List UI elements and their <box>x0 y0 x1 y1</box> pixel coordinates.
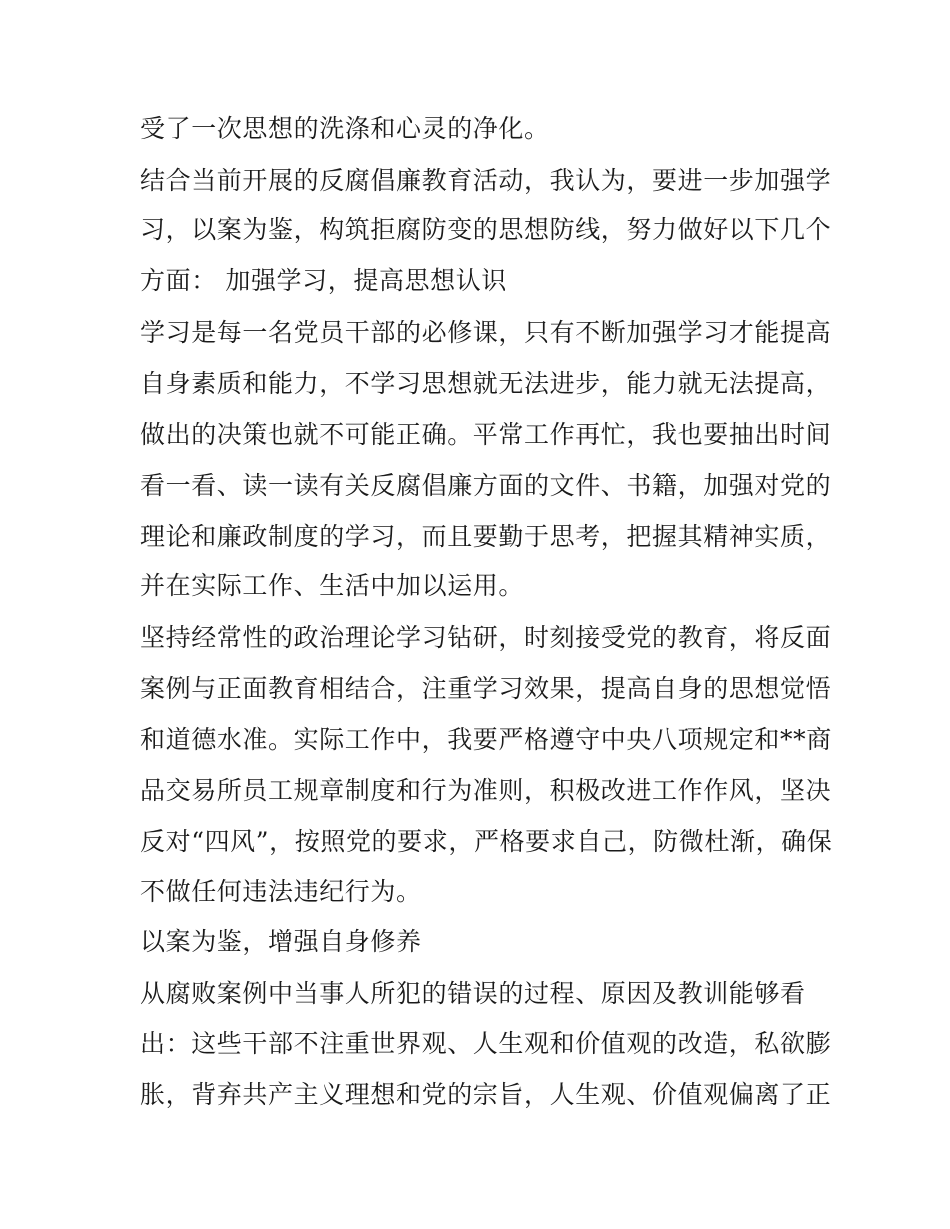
text-line: 坚持经常性的政治理论学习钻研，时刻接受党的教育，将反面 <box>140 623 832 652</box>
text-line: 胀，背弃共产主义理想和党的宗旨，人生观、价值观偏离了正 <box>140 1080 832 1109</box>
text-line: 出：这些干部不注重世界观、人生观和价值观的改造，私欲膨 <box>140 1029 832 1058</box>
text-line: 案例与正面教育相结合，注重学习效果，提高自身的思想觉悟 <box>140 674 832 703</box>
text-line: 理论和廉政制度的学习，而且要勤于思考，把握其精神实质， <box>140 522 832 551</box>
text-line: 习，以案为鉴，构筑拒腐防变的思想防线，努力做好以下几个 <box>140 215 832 244</box>
text-line: 品交易所员工规章制度和行为准则，积极改进工作作风，坚决 <box>140 776 832 805</box>
text-line: 做出的决策也就不可能正确。平常工作再忙，我也要抽出时间 <box>140 420 832 449</box>
section-heading-line: 方面： 加强学习，提高思想认识 <box>140 266 507 295</box>
text-line: 并在实际工作、生活中加以运用。 <box>140 571 525 600</box>
text-line: 结合当前开展的反腐倡廉教育活动，我认为，要进一步加强学 <box>140 166 832 195</box>
section-heading-line: 以案为鉴，增强自身修养 <box>140 927 422 956</box>
text-line: 自身素质和能力，不学习思想就无法进步，能力就无法提高， <box>140 369 832 398</box>
text-line: 不做任何违法违纪行为。 <box>140 877 422 906</box>
text-line: 受了一次思想的洗涤和心灵的净化。 <box>140 114 550 143</box>
text-line: 反对“四风”，按照党的要求，严格要求自己，防微杜渐，确保 <box>140 827 833 856</box>
text-line: 从腐败案例中当事人所犯的错误的过程、原因及教训能够看 <box>140 979 806 1008</box>
text-line: 学习是每一名党员干部的必修课，只有不断加强学习才能提高 <box>140 318 832 347</box>
text-line: 看一看、读一读有关反腐倡廉方面的文件、书籍，加强对党的 <box>140 471 832 500</box>
text-line: 和道德水准。实际工作中，我要严格遵守中央八项规定和**商 <box>140 725 832 754</box>
